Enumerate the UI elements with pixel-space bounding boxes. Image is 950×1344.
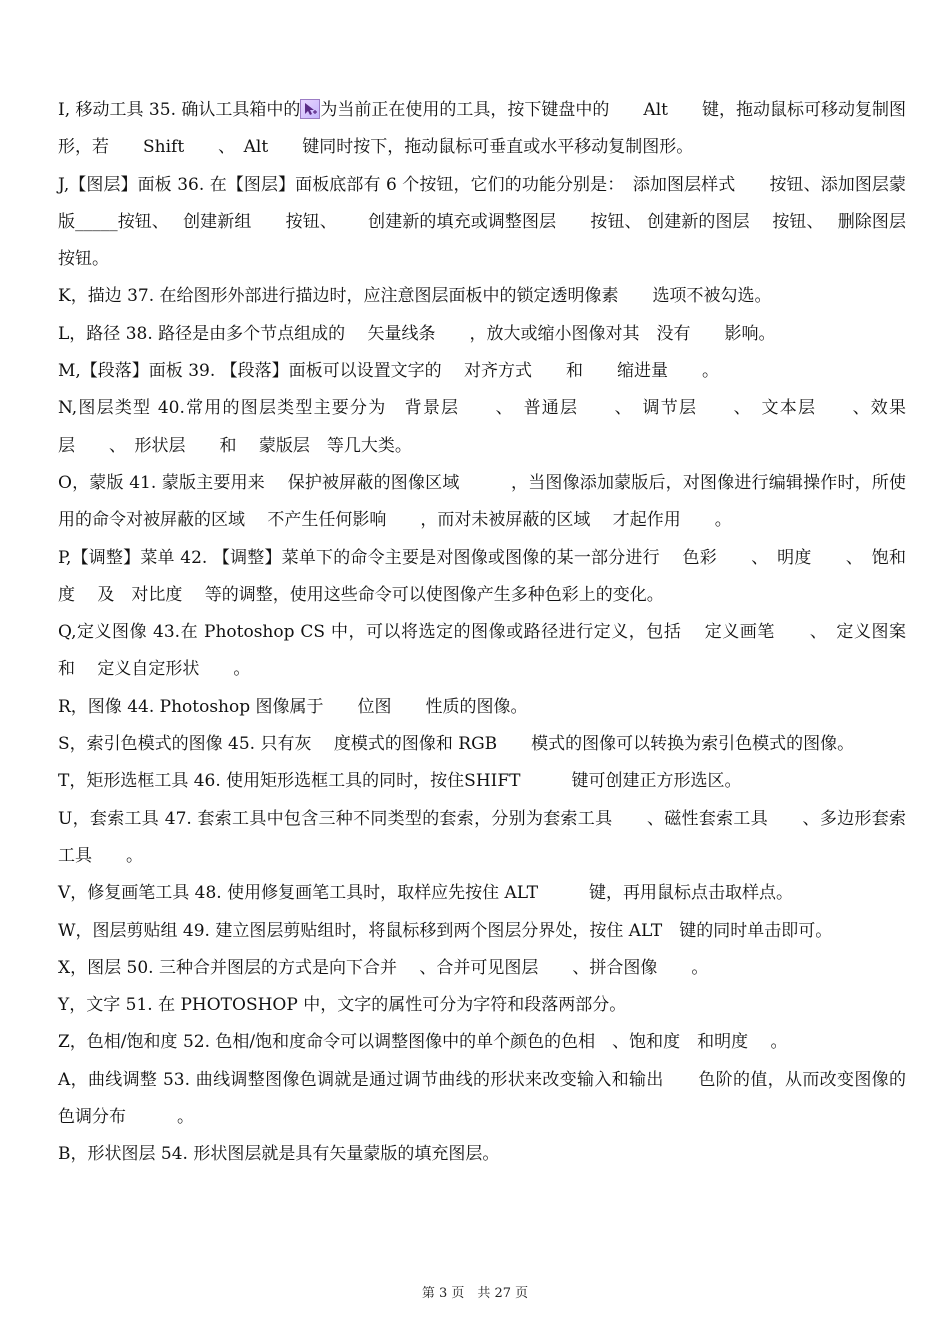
question-52: Z，色相/饱和度 52. 色相/饱和度命令可以调整图像中的单个颜色的色相 、饱和度 和明度 。 xyxy=(58,1032,788,1053)
question-44: R，图像 44. Photoshop 图像属于 位图 性质的图像。 xyxy=(58,696,528,717)
document-body xyxy=(58,92,940,1174)
question-54: B，形状图层 54. 形状图层就是具有矢量蒙版的填充图层。 xyxy=(58,1144,500,1165)
question-38: L，路径 38. 路径是由多个节点组成的 矢量线条 ，放大或缩小图像对其 没有 影响。 xyxy=(58,323,776,344)
move-tool-icon xyxy=(300,99,320,119)
question-36: J,【图层】面板 36. 在【图层】面板底部有 6 个按钮，它们的功能分别是： 添加图层样式 按钮、添加图层蒙版_____按钮、 创建新组 按钮、 创建新的填充或调整图层 按钮、 创建新的图层 按钮、 删除图层 按钮。 xyxy=(58,174,940,270)
question-37: K，描边 37. 在给图形外部进行描边时，应注意图层面板中的锁定透明像素 选项不被勾选。 xyxy=(58,286,772,307)
question-35 xyxy=(58,92,906,167)
question-47: U，套索工具 47. 套索工具中包含三种不同类型的套索，分别为套索工具 、磁性套索工具 、多边形套索工具 。 xyxy=(58,808,906,866)
question-43: Q,定义图像 43.在 Photoshop CS 中，可以将选定的图像或路径进行定义，包括 定义画笔 、 定义图案 和 定义自定形状 。 xyxy=(58,622,929,680)
question-42: P,【调整】菜单 42. 【调整】菜单下的命令主要是对图像或图像的某一部分进行 色彩 、 明度 、 饱和度 及 对比度 等的调整，使用这些命令可以使图像产生多种色彩上的变化。 xyxy=(58,547,906,605)
question-41: O，蒙版 41. 蒙版主要用来 保护被屏蔽的图像区域 ，当图像添加蒙版后，对图像进行编辑操作时，所使用的命令对被屏蔽的区域 不产生任何影响 ，而对未被屏蔽的区域 才起作用 。 xyxy=(58,472,906,531)
question-53: A，曲线调整 53. 曲线调整图像色调就是通过调节曲线的形状来改变输入和输出 色阶的值，从而改变图像的色调分布 。 xyxy=(58,1069,906,1128)
question-35-text-b: 为当前正在使用的工具，按下键盘中的 Alt 键，拖动鼠标可移动复制图形，若 Shift 、 Alt 键同时按下，拖动鼠标可垂直或水平移动复制图形。 xyxy=(58,100,906,158)
question-40: N,图层类型 40.常用的图层类型主要分为 背景层 、 普通层 、 调节层 、 文本层 、效果层 、 形状层 和 蒙版层 等几大类。 xyxy=(58,398,906,456)
page-footer: 第 3 页 共 27 页 xyxy=(421,1286,529,1301)
question-45: S，索引色模式的图像 45. 只有灰 度模式的图像和 RGB 模式的图像可以转换为索引色模式的图像。 xyxy=(58,734,855,755)
question-46: T，矩形选框工具 46. 使用矩形选框工具的同时，按住SHIFT 键可创建正方形选区。 xyxy=(58,771,742,792)
question-51: Y，文字 51. 在 PHOTOSHOP 中，文字的属性可分为字符和段落两部分。 xyxy=(58,995,627,1016)
question-48: V，修复画笔工具 48. 使用修复画笔工具时，取样应先按住 ALT 键，再用鼠标点击取样点。 xyxy=(58,883,794,904)
question-39: M,【段落】面板 39. 【段落】面板可以设置文字的 对齐方式 和 缩进量 。 xyxy=(58,361,720,382)
question-35-text-a: I, 移动工具 35. 确认工具箱中的 xyxy=(58,100,301,120)
question-49: W，图层剪贴组 49. 建立图层剪贴组时，将鼠标移到两个图层分界处，按住 ALT 键的同时单击即可。 xyxy=(58,920,833,941)
question-50: X，图层 50. 三种合并图层的方式是向下合并 、合并可见图层 、拼合图像 。 xyxy=(58,957,709,978)
